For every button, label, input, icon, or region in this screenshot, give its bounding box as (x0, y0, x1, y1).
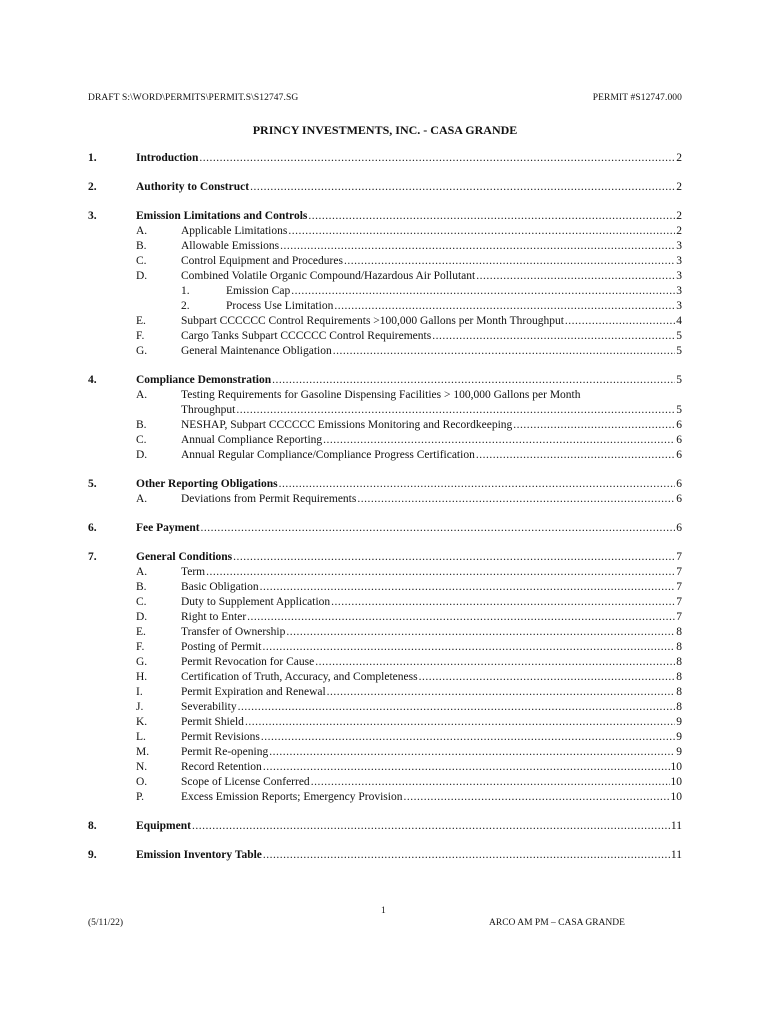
item-letter: B. (136, 240, 147, 252)
item-letter: I. (136, 686, 143, 698)
page-ref: 4 (676, 315, 682, 327)
dot-leader (311, 775, 670, 790)
dot-leader (308, 209, 675, 224)
toc-subentry[interactable] (88, 790, 682, 805)
dot-leader (288, 224, 675, 239)
toc-subentry[interactable] (88, 640, 682, 655)
item-letter: D. (136, 270, 148, 282)
toc-subentry[interactable] (88, 314, 682, 329)
item-letter: C. (136, 434, 147, 446)
dot-leader (269, 745, 675, 760)
item-title: Record Retention (181, 761, 262, 773)
toc-subentry[interactable] (88, 760, 682, 775)
toc-entry[interactable] (88, 550, 682, 565)
page-ref: 3 (676, 285, 682, 297)
section-title: Fee Payment (136, 522, 200, 534)
toc-subentry[interactable] (88, 715, 682, 730)
page-ref: 7 (676, 551, 682, 563)
dot-leader (286, 625, 675, 640)
dot-leader (192, 819, 670, 834)
page-ref: 5 (676, 404, 682, 416)
section-number: 8. (88, 820, 97, 832)
page-ref: 8 (676, 641, 682, 653)
page-ref: 7 (676, 566, 682, 578)
footer-facility: ARCO AM PM – CASA GRANDE (489, 918, 625, 928)
item-letter: F. (136, 641, 145, 653)
dot-leader (261, 730, 675, 745)
toc-subentry[interactable] (88, 254, 682, 269)
item-letter: C. (136, 596, 147, 608)
toc-entry[interactable] (88, 819, 682, 834)
item-title: NESHAP, Subpart CCCCCC Emissions Monitoring and Recordkeeping (181, 419, 513, 431)
toc-section (88, 151, 682, 166)
section-title: Other Reporting Obligations (136, 478, 278, 490)
toc-subsubentry[interactable] (88, 284, 682, 299)
page-ref: 8 (676, 686, 682, 698)
item-title: Permit Expiration and Renewal (181, 686, 326, 698)
item-letter: F. (136, 330, 145, 342)
item-title: Duty to Supplement Application (181, 596, 331, 608)
section-number: 1. (88, 152, 97, 164)
dot-leader (247, 610, 675, 625)
dot-leader (263, 848, 670, 863)
item-title: Term (181, 566, 206, 578)
dot-leader (233, 550, 675, 565)
toc-subentry[interactable] (88, 448, 682, 463)
toc-subentry[interactable] (88, 745, 682, 760)
section-title: General Conditions (136, 551, 233, 563)
dot-leader (403, 790, 669, 805)
item-title: Applicable Limitations (181, 225, 288, 237)
toc-subentry[interactable] (88, 595, 682, 610)
item-letter: O. (136, 776, 148, 788)
page-ref: 6 (676, 522, 682, 534)
page-ref: 3 (676, 255, 682, 267)
dot-leader (280, 239, 675, 254)
item-letter: L. (136, 731, 146, 743)
toc-subentry-continued[interactable] (88, 403, 682, 418)
item-title: Permit Revocation for Cause (181, 656, 315, 668)
item-letter: E. (136, 315, 146, 327)
toc-section (88, 550, 682, 805)
toc-subentry[interactable] (88, 685, 682, 700)
item-letter: A. (136, 389, 148, 401)
toc-section (88, 180, 682, 195)
toc-entry[interactable] (88, 180, 682, 195)
toc-subentry[interactable] (88, 224, 682, 239)
item-letter: E. (136, 626, 146, 638)
item-letter: D. (136, 611, 148, 623)
item-title: Severability (181, 701, 237, 713)
toc-section (88, 521, 682, 536)
item-title: Posting of Permit (181, 641, 262, 653)
toc-section (88, 373, 682, 463)
dot-leader (236, 403, 675, 418)
toc-entry[interactable] (88, 477, 682, 492)
item-title: Certification of Truth, Accuracy, and Completeness (181, 671, 418, 683)
item-letter: A. (136, 566, 148, 578)
item-letter: K. (136, 716, 148, 728)
dot-leader (334, 299, 675, 314)
toc-subentry[interactable] (88, 775, 682, 790)
toc-subentry[interactable] (88, 388, 682, 403)
dot-leader (245, 715, 675, 730)
item-title: Basic Obligation (181, 581, 259, 593)
toc-subentry[interactable] (88, 269, 682, 284)
item-title: Transfer of Ownership (181, 626, 286, 638)
page-ref: 3 (676, 300, 682, 312)
dot-leader (201, 521, 676, 536)
section-number: 7. (88, 551, 97, 563)
item-title: Allowable Emissions (181, 240, 280, 252)
item-letter: A. (136, 225, 148, 237)
table-of-contents (88, 151, 682, 877)
toc-subentry[interactable] (88, 344, 682, 359)
item-letter: C. (136, 255, 147, 267)
toc-subentry[interactable] (88, 492, 682, 507)
page-ref: 6 (676, 419, 682, 431)
footer-date: (5/11/22) (88, 918, 124, 928)
dot-leader (331, 595, 675, 610)
toc-entry[interactable] (88, 373, 682, 388)
item-title: Permit Shield (181, 716, 244, 728)
item-title: Deviations from Permit Requirements (181, 493, 357, 505)
dot-leader (199, 151, 675, 166)
page-ref: 2 (676, 225, 682, 237)
item-title: Permit Revisions (181, 731, 260, 743)
dot-leader (419, 670, 676, 685)
page-ref: 10 (670, 791, 682, 803)
item-title: Control Equipment and Procedures (181, 255, 343, 267)
item-letter: A. (136, 493, 148, 505)
dot-leader (565, 314, 675, 329)
page-ref: 5 (676, 374, 682, 386)
dot-leader (263, 640, 676, 655)
toc-subentry[interactable] (88, 239, 682, 254)
item-title: Cargo Tanks Subpart CCCCCC Control Requirements (181, 330, 432, 342)
toc-subentry[interactable] (88, 625, 682, 640)
item-title: General Maintenance Obligation (181, 345, 332, 357)
dot-leader (323, 433, 675, 448)
page-ref: 8 (676, 656, 682, 668)
page-ref: 9 (676, 731, 682, 743)
dot-leader (513, 418, 675, 433)
page-ref: 7 (676, 611, 682, 623)
item-title: Annual Regular Compliance/Compliance Progress Certification (181, 449, 475, 461)
dot-leader (206, 565, 675, 580)
page-ref: 11 (670, 820, 682, 832)
item-letter: J. (136, 701, 144, 713)
page-ref: 7 (676, 596, 682, 608)
toc-subentry[interactable] (88, 730, 682, 745)
page-ref: 9 (676, 716, 682, 728)
document-title: PRINCY INVESTMENTS, INC. - CASA GRANDE (252, 123, 518, 137)
dot-leader (432, 329, 675, 344)
section-title: Authority to Construct (136, 181, 250, 193)
header-file-path: DRAFT S:\WORD\PERMITS\PERMIT.S\S12747.SG (88, 93, 299, 103)
item-title: Annual Compliance Reporting (181, 434, 323, 446)
toc-subsubentry[interactable] (88, 299, 682, 314)
section-title: Introduction (136, 152, 199, 164)
item-title: Testing Requirements for Gasoline Dispensing Facilities > 100,000 Gallons per Month (181, 389, 581, 401)
dot-leader (344, 254, 675, 269)
page-number: 1 (381, 906, 386, 916)
toc-entry[interactable] (88, 521, 682, 536)
toc-subentry[interactable] (88, 655, 682, 670)
toc-subentry[interactable] (88, 565, 682, 580)
section-number: 9. (88, 849, 97, 861)
item-letter: H. (136, 671, 148, 683)
item-title-continued: Throughput (181, 404, 236, 416)
dot-leader (357, 492, 675, 507)
item-title: Right to Enter (181, 611, 247, 623)
page-ref: 6 (676, 478, 682, 490)
dot-leader (327, 685, 676, 700)
dot-leader (250, 180, 675, 195)
dot-leader (315, 655, 675, 670)
dot-leader (263, 760, 670, 775)
page-ref: 9 (676, 746, 682, 758)
toc-section (88, 209, 682, 359)
header-permit-number: PERMIT #S12747.000 (592, 93, 682, 103)
section-number: 6. (88, 522, 97, 534)
page-ref: 5 (676, 345, 682, 357)
dot-leader (333, 344, 676, 359)
item-letter: 2. (181, 300, 190, 312)
toc-section (88, 477, 682, 507)
page-ref: 3 (676, 240, 682, 252)
dot-leader (476, 448, 675, 463)
page-ref: 5 (676, 330, 682, 342)
item-letter: N. (136, 761, 148, 773)
item-letter: B. (136, 581, 147, 593)
section-title: Emission Limitations and Controls (136, 210, 308, 222)
item-letter: P. (136, 791, 144, 803)
page-ref: 11 (670, 849, 682, 861)
page-ref: 10 (670, 761, 682, 773)
item-letter: B. (136, 419, 147, 431)
dot-leader (272, 373, 675, 388)
section-number: 4. (88, 374, 97, 386)
dot-leader (238, 700, 676, 715)
item-title: Excess Emission Reports; Emergency Provision (181, 791, 403, 803)
page-ref: 8 (676, 671, 682, 683)
item-letter: G. (136, 345, 148, 357)
section-title: Equipment (136, 820, 191, 832)
dot-leader (291, 284, 675, 299)
section-title: Emission Inventory Table (136, 849, 262, 861)
page-ref: 3 (676, 270, 682, 282)
toc-section (88, 819, 682, 834)
page-ref: 10 (670, 776, 682, 788)
dot-leader (260, 580, 676, 595)
section-title: Compliance Demonstration (136, 374, 272, 386)
toc-subentry[interactable] (88, 670, 682, 685)
item-letter: M. (136, 746, 150, 758)
item-title: Emission Cap (226, 285, 291, 297)
item-letter: G. (136, 656, 148, 668)
toc-section (88, 848, 682, 863)
dot-leader (476, 269, 675, 284)
toc-subentry[interactable] (88, 329, 682, 344)
section-number: 2. (88, 181, 97, 193)
dot-leader (279, 477, 676, 492)
section-number: 3. (88, 210, 97, 222)
toc-entry[interactable] (88, 151, 682, 166)
item-title: Permit Re-opening (181, 746, 269, 758)
page-ref: 2 (676, 210, 682, 222)
page-ref: 6 (676, 434, 682, 446)
item-title: Subpart CCCCCC Control Requirements >100,000 Gallons per Month Throughput (181, 315, 564, 327)
page-ref: 6 (676, 493, 682, 505)
page-ref: 8 (676, 626, 682, 638)
section-number: 5. (88, 478, 97, 490)
toc-subentry[interactable] (88, 580, 682, 595)
item-title: Process Use Limitation (226, 300, 334, 312)
page-ref: 8 (676, 701, 682, 713)
toc-subentry[interactable] (88, 433, 682, 448)
page-ref: 2 (676, 152, 682, 164)
item-title: Combined Volatile Organic Compound/Hazardous Air Pollutant (181, 270, 476, 282)
page-ref: 7 (676, 581, 682, 593)
toc-entry[interactable] (88, 209, 682, 224)
toc-subentry[interactable] (88, 418, 682, 433)
page-ref: 2 (676, 181, 682, 193)
toc-subentry[interactable] (88, 610, 682, 625)
item-title: Scope of License Conferred (181, 776, 310, 788)
toc-entry[interactable] (88, 848, 682, 863)
item-letter: 1. (181, 285, 190, 297)
toc-subentry[interactable] (88, 700, 682, 715)
item-letter: D. (136, 449, 148, 461)
page-ref: 6 (676, 449, 682, 461)
